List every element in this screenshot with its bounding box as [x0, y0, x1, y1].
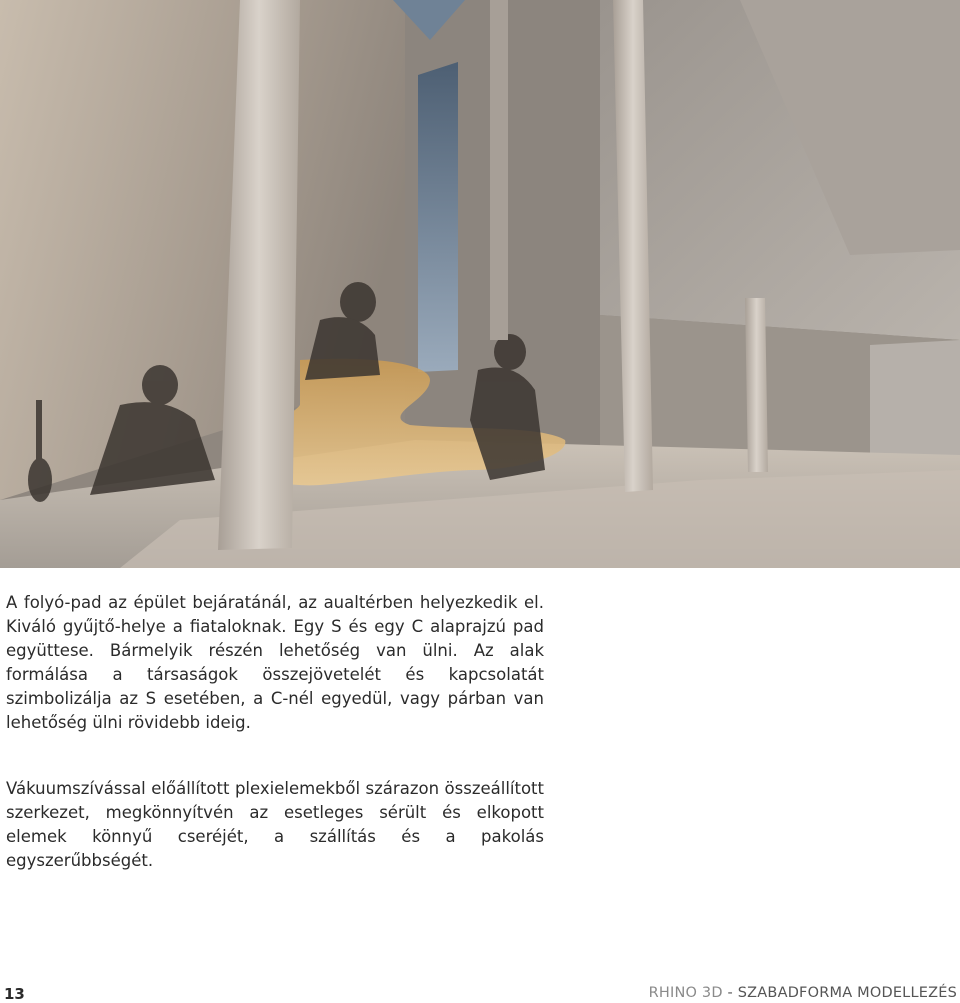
- footer-title-sub: - SZABADFORMA MODELLEZÉS: [727, 985, 957, 1001]
- footer-title-main: RHINO 3D: [648, 985, 723, 1001]
- page-number: 13: [4, 985, 25, 1003]
- description-paragraph-2: Vákuumszívással előállított plexielemekből szárazon összeállított szerkezet, megkönnyítvén az esetleges sérült és elkopott elemek könnyű cseréjét, a szállítás és a pakolás egyszerűbbségét.: [6, 779, 544, 870]
- description-paragraph-1: A folyó-pad az épület bejáratánál, az aualtérben helyezkedik el. Kiváló gyűjtő-helye a fiataloknak. Egy S és egy C alaprajzú pad együttese. Bármelyik részén lehetőség van ülni. Az alak formálása a társaságok összejövetelét és kapcsolatát szimbolizálja az S esetében, a C-nél egyedül, vagy párban van lehetőség ülni rövidebb ideig.: [6, 593, 544, 732]
- footer-title: [649, 985, 957, 1001]
